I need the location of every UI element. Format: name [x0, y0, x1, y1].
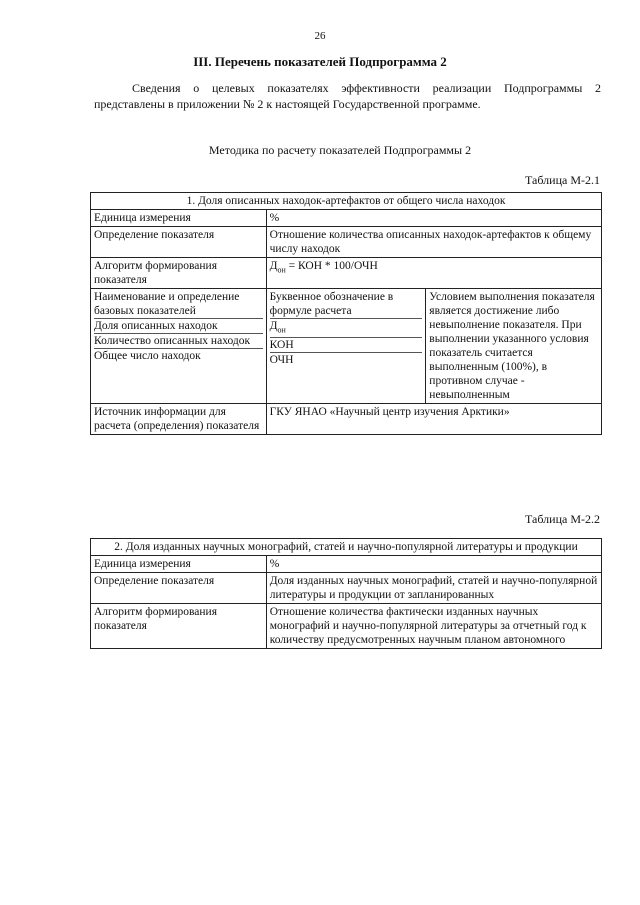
base-label: Наименование и определение базовых показателей	[94, 290, 263, 319]
unit-value: %	[266, 210, 601, 227]
indicator-table-1	[90, 192, 602, 435]
base-indicators-symbols	[266, 289, 426, 404]
algorithm-value: Отношение количества фактически изданных научных монографий и научно-популярной литературы за отчетный год к количеству предусмотренных научным планом автономного	[266, 604, 601, 649]
definition-label: Определение показателя	[91, 227, 267, 258]
algorithm-label: Алгоритм формирования показателя	[91, 258, 267, 289]
row-symbol-1: $Д_{он}$	[270, 319, 423, 338]
unit-value: %	[266, 556, 601, 573]
table1-caption: Таблица М-2.1	[525, 173, 600, 187]
row-name-1: Доля описанных находок	[94, 319, 263, 334]
row-name-2: Количество описанных находок	[94, 334, 263, 349]
algorithm-formula: $Д_{он}$ = КОН * 100/ОЧН	[266, 258, 601, 289]
row-symbol-2: КОН	[270, 338, 423, 353]
source-label: Источник информации для расчета (определения) показателя	[91, 404, 267, 435]
page-number: 26	[314, 30, 326, 42]
source-value: ГКУ ЯНАО «Научный центр изучения Арктики»	[266, 404, 601, 435]
unit-label: Единица измерения	[91, 210, 267, 227]
row-symbol-3: ОЧН	[269, 354, 294, 367]
row-name-3: Общее число находок	[94, 350, 201, 362]
algorithm-label: Алгоритм формирования показателя	[91, 604, 267, 649]
intro-paragraph: Сведения о целевых показателях эффективности реализации Подпрограммы 2 представлены в приложении № 2 к настоящей Государственной программе.	[94, 81, 601, 111]
definition-value: Отношение количества описанных находок-артефактов к общему числу находок	[266, 227, 601, 258]
definition-label: Определение показателя	[91, 573, 267, 604]
base-indicators-names	[91, 289, 267, 404]
letter-label: Буквенное обозначение в формуле расчета	[270, 290, 423, 319]
table1-header: 1. Доля описанных находок-артефактов от общего числа находок	[91, 193, 602, 210]
condition-text: Условием выполнения показателя является достижение либо невыполнение показателя. При выполнении указанного условия показатель считается выполненным (100%), в противном случае - невыполненным	[426, 289, 602, 404]
table2-header: 2. Доля изданных научных монографий, статей и научно-популярной литературы и продукции	[91, 539, 602, 556]
method-title: Методика по расчету показателей Подпрограммы 2	[208, 143, 472, 157]
section-title: III. Перечень показателей Подпрограмма 2	[193, 54, 447, 69]
definition-value: Доля изданных научных монографий, статей и научно-популярной литературы и продукции от запланированных	[266, 573, 601, 604]
unit-label: Единица измерения	[91, 556, 267, 573]
indicator-table-2	[90, 538, 602, 649]
table2-caption: Таблица М-2.2	[525, 512, 600, 526]
